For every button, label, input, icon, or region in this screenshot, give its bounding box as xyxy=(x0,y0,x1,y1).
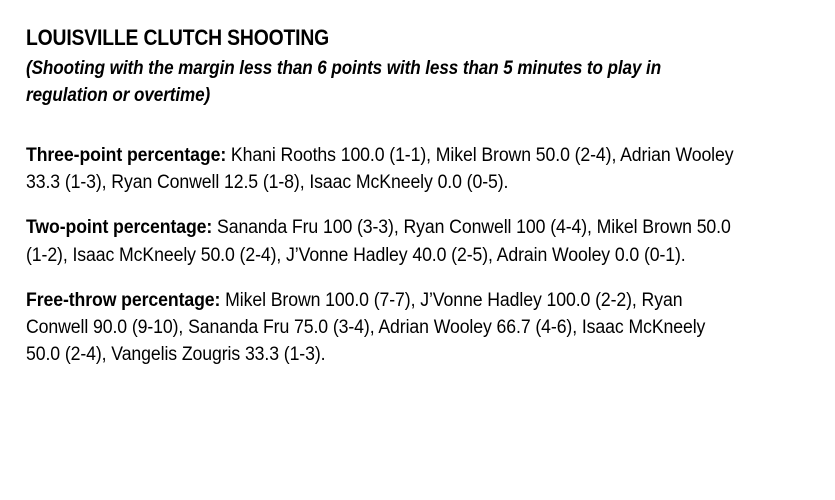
stat-section xyxy=(26,214,741,268)
stat-section-label: Two-point percentage: xyxy=(26,217,213,239)
stat-sections xyxy=(26,142,795,368)
stat-section-text: Khani Rooths 100.0 (1-1), Mikel Brown 50.0 (2-4), Adrian Wooley 33.3 (1-3), Ryan Conwell 12.5 (1-8), Isaac McKneely 0.0 (0-5). xyxy=(26,145,734,194)
stat-section-label: Free-throw percentage: xyxy=(26,289,221,311)
stat-section-label: Three-point percentage: xyxy=(26,145,227,167)
stat-section-text: Mikel Brown 100.0 (7-7), J’Vonne Hadley 100.0 (2-2), Ryan Conwell 90.0 (9-10), Sananda Fru 75.0 (3-4), Adrian Wooley 66.7 (4-6), Isaac McKneely 50.0 (2-4), Vangelis Zougris 33.3 (1-3). xyxy=(26,289,706,366)
stat-section xyxy=(26,142,741,196)
stat-section xyxy=(26,287,741,368)
page-title: LOUISVILLE CLUTCH SHOOTING xyxy=(26,25,330,50)
stat-section-text: Sananda Fru 100 (3-3), Ryan Conwell 100 (4-4), Mikel Brown 50.0 (1-2), Isaac McKneely 50.0 (2-4), J’Vonne Hadley 40.0 (2-5), Adrain Wooley 0.0 (0-1). xyxy=(26,217,731,266)
page-subtitle: (Shooting with the margin less than 6 points with less than 5 minutes to play in regulation or overtime) xyxy=(26,58,662,107)
